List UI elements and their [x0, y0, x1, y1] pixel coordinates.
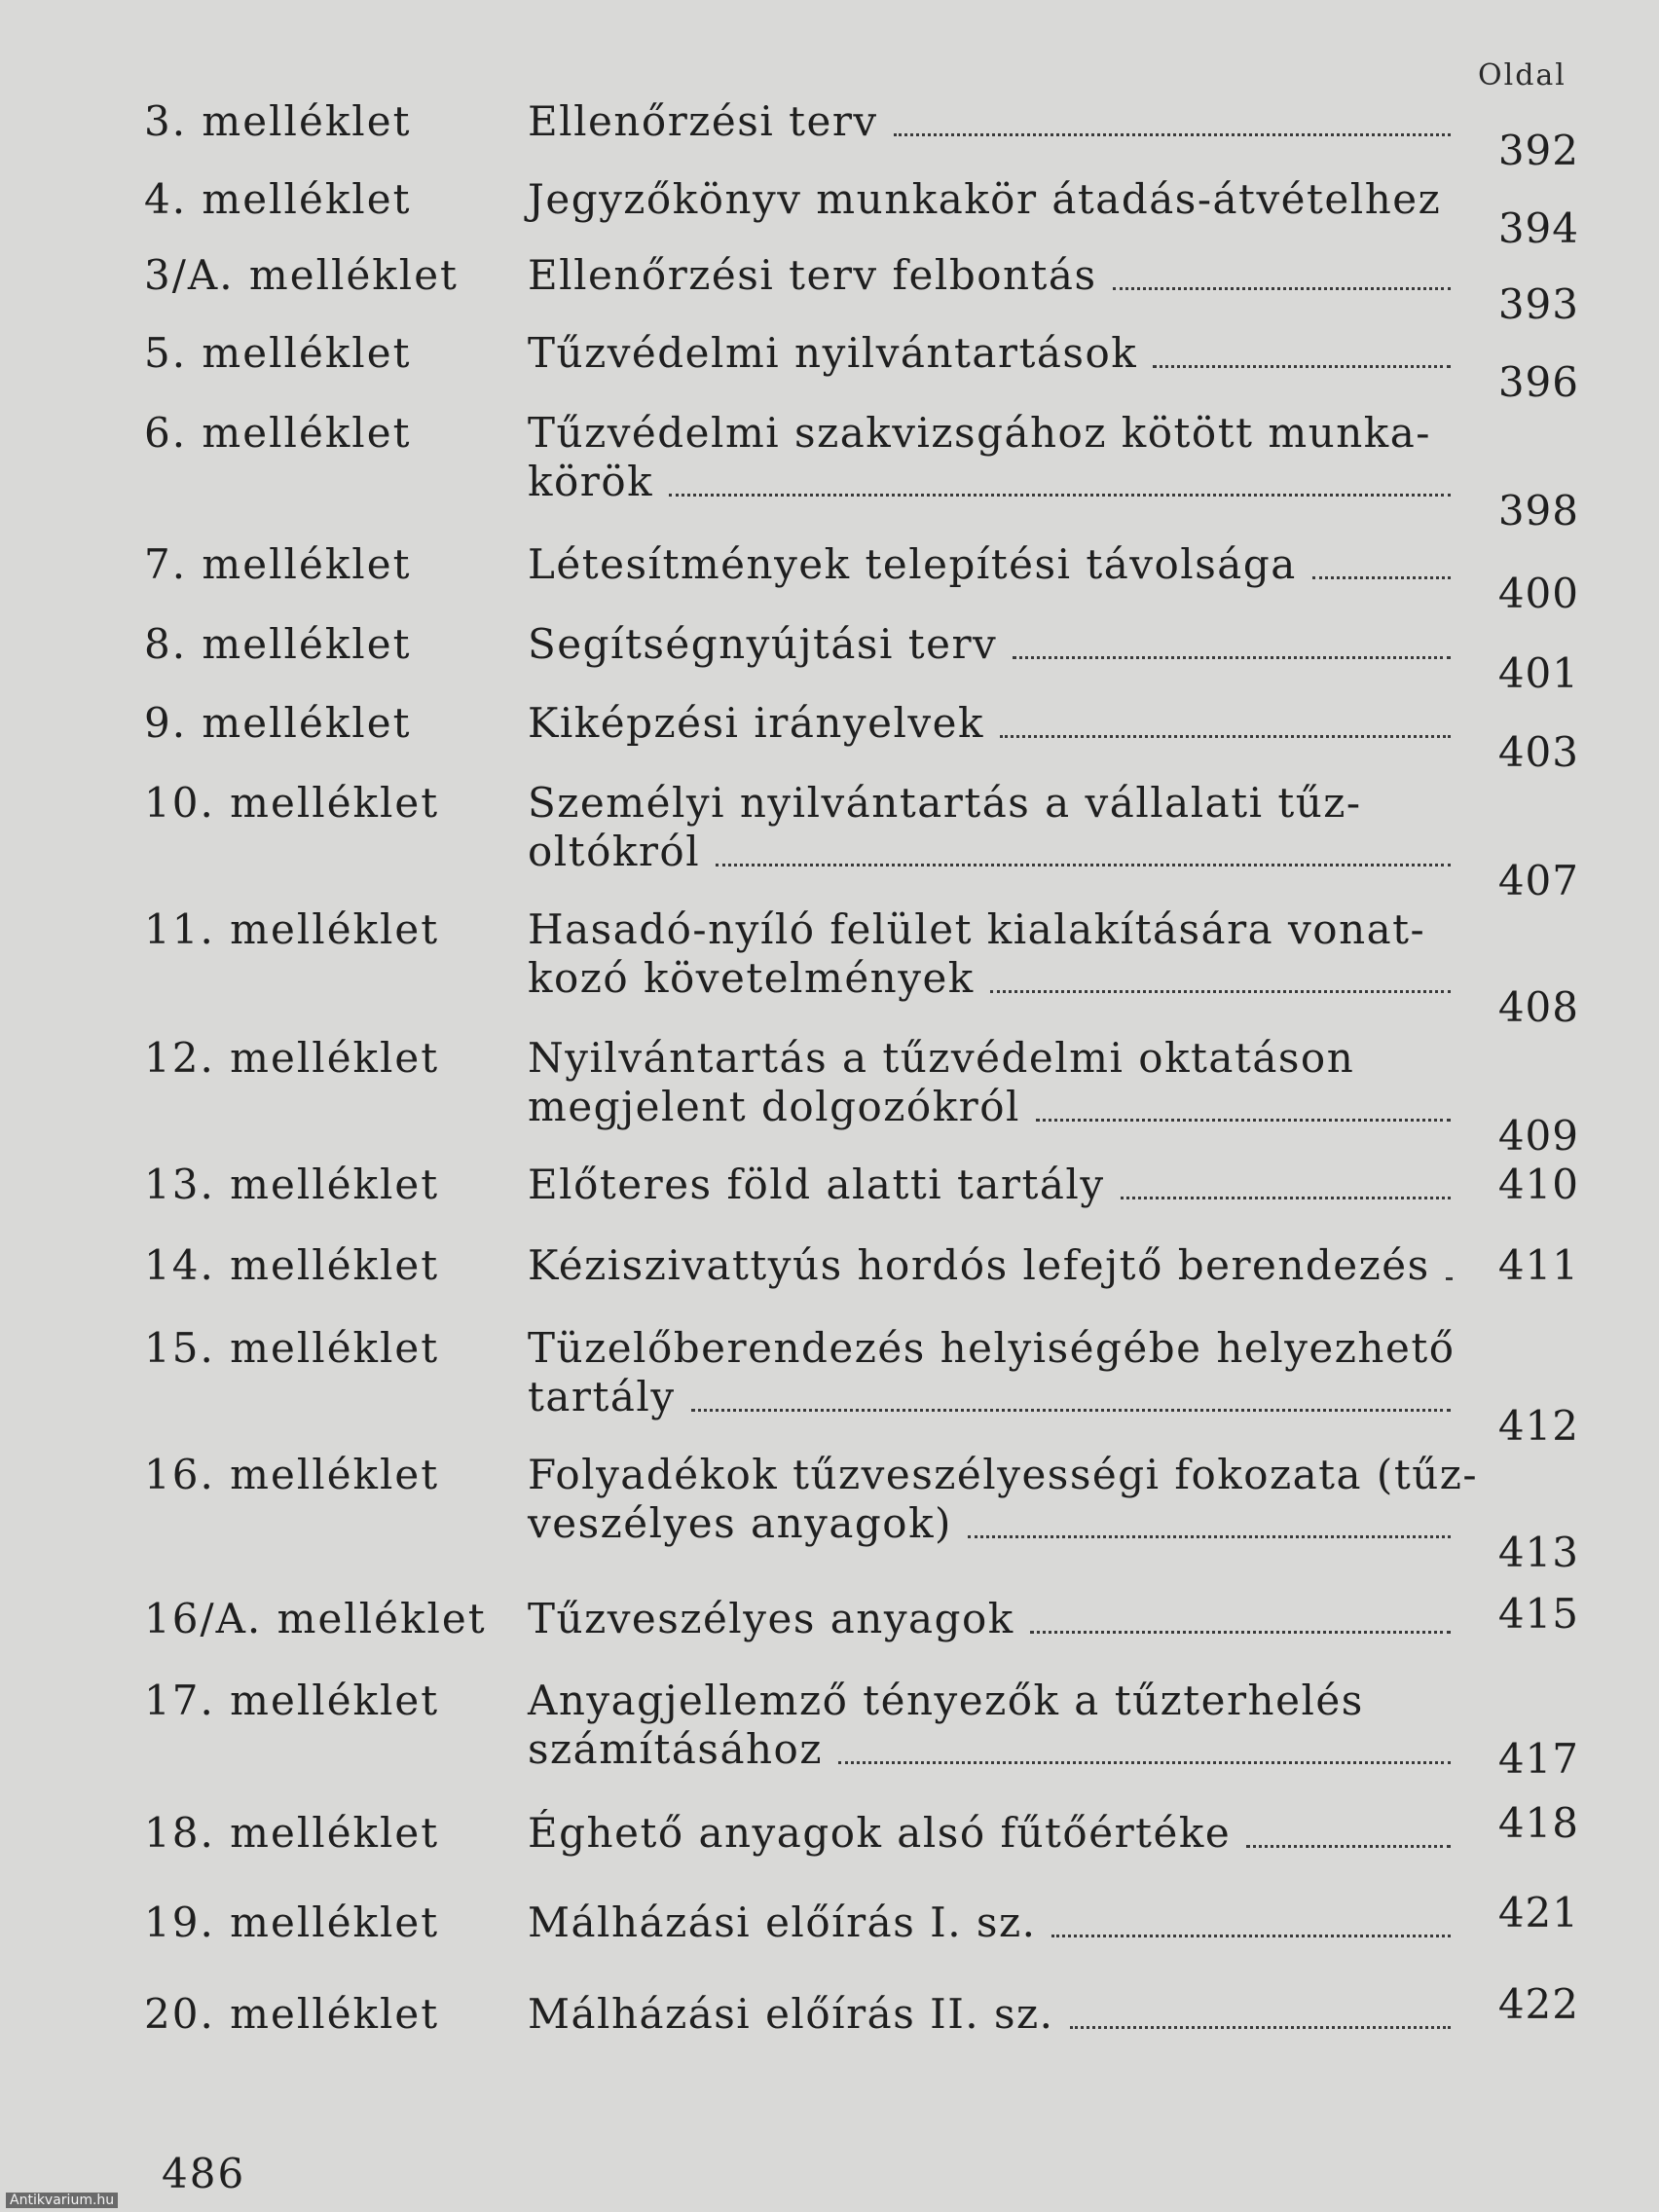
- watermark: Antikvarium.hu: [6, 2193, 118, 2208]
- entry-title-line: [528, 1034, 1458, 1083]
- entry-number: 16. melléklet: [144, 1451, 440, 1498]
- entry-page-number: 396: [1497, 358, 1579, 406]
- entry-title-line: [528, 620, 1458, 669]
- entry-title-line: [528, 1083, 1458, 1131]
- entry-title: [528, 1034, 1458, 1131]
- entry-title-line: [528, 779, 1458, 828]
- entry-number: 7. melléklet: [144, 540, 412, 588]
- entry-title: [528, 1677, 1458, 1774]
- entry-title-text: Jegyzőkönyv munkakör átadás-átvételhez: [528, 175, 1442, 223]
- entry-title-text: Folyadékok tűzveszélyességi fokozata (tűz-: [528, 1451, 1479, 1498]
- entry-title-text: Málházási előírás I. sz.: [528, 1899, 1037, 1946]
- page-number: 486: [162, 2150, 246, 2197]
- entry-title-line: [528, 1241, 1458, 1290]
- page-column-header: Oldal: [1478, 58, 1567, 92]
- entry-page-number: 408: [1497, 983, 1579, 1031]
- entry-title-line: [528, 1324, 1458, 1373]
- dot-leader: [669, 494, 1451, 497]
- entry-number: 18. melléklet: [144, 1809, 440, 1857]
- entry-title-line: [528, 699, 1458, 748]
- entry-number: 6. melléklet: [144, 409, 412, 457]
- entry-title-text: Anyagjellemző tényezők a tűzterhelés: [528, 1677, 1364, 1724]
- entry-title-line: [528, 1677, 1458, 1725]
- entry-title: [528, 1809, 1458, 1858]
- entry-title-text: Hasadó-nyíló felület kialakítására vonat-: [528, 905, 1426, 953]
- entry-title-line: [528, 540, 1458, 589]
- dot-leader: [1030, 1631, 1451, 1634]
- entry-number: 15. melléklet: [144, 1324, 440, 1372]
- entry-title: [528, 1324, 1458, 1421]
- entry-title: [528, 409, 1458, 506]
- entry-title-text: megjelent dolgozókról: [528, 1083, 1020, 1130]
- entry-title-text: Nyilvántartás a tűzvédelmi oktatáson: [528, 1034, 1355, 1082]
- entry-title: [528, 699, 1458, 748]
- dot-leader: [1312, 576, 1451, 579]
- dot-leader: [1121, 1197, 1451, 1199]
- entry-page-number: 421: [1497, 1889, 1579, 1936]
- dot-leader: [1013, 656, 1451, 659]
- dot-leader: [990, 990, 1451, 993]
- entry-number: 19. melléklet: [144, 1899, 440, 1946]
- entry-title: [528, 329, 1458, 378]
- entry-title-line: [528, 1595, 1458, 1643]
- entry-title: [528, 1451, 1479, 1548]
- entry-number: 16/A. melléklet: [144, 1595, 487, 1642]
- entry-page-number: 403: [1497, 728, 1579, 776]
- entry-title-text: Kéziszivattyús hordós lefejtő berendezés: [528, 1241, 1430, 1289]
- entry-title-text: Előteres föld alatti tartály: [528, 1161, 1105, 1208]
- entry-title-text: Ellenőrzési terv felbontás: [528, 251, 1097, 299]
- entry-page-number: 394: [1497, 204, 1579, 252]
- entry-title-text: körök: [528, 458, 654, 505]
- entry-title-text: Málházási előírás II. sz.: [528, 1990, 1054, 2038]
- entry-page-number: 418: [1497, 1799, 1579, 1847]
- entry-title-text: kozó követelmények: [528, 954, 975, 1002]
- entry-title-text: Személyi nyilvántartás a vállalati tűz-: [528, 779, 1362, 827]
- entry-number: 9. melléklet: [144, 699, 412, 747]
- entry-title-text: Tűzvédelmi szakvizsgához kötött munka-: [528, 409, 1431, 457]
- dot-leader: [1070, 2026, 1451, 2029]
- entry-title-text: Kiképzési irányelvek: [528, 699, 984, 747]
- entry-number: 11. melléklet: [144, 905, 440, 953]
- entry-page-number: 398: [1497, 487, 1579, 535]
- dot-leader: [894, 133, 1451, 136]
- entry-title-text: oltókról: [528, 828, 701, 875]
- entry-title-line: [528, 1373, 1458, 1421]
- entry-page-number: 409: [1497, 1112, 1579, 1160]
- entry-title-line: [528, 828, 1458, 876]
- dot-leader: [1036, 1119, 1451, 1122]
- entry-title-line: [528, 251, 1458, 300]
- entry-title: [528, 1241, 1458, 1290]
- entry-number: 17. melléklet: [144, 1677, 440, 1724]
- entry-title: [528, 97, 1458, 146]
- entry-title-line: [528, 1809, 1458, 1858]
- dot-leader: [1051, 1935, 1451, 1937]
- entry-title-line: [528, 409, 1458, 458]
- dot-leader: [1446, 1277, 1451, 1280]
- entry-title-text: Segítségnyújtási terv: [528, 620, 998, 668]
- entry-page-number: 413: [1497, 1529, 1579, 1576]
- entry-page-number: 417: [1497, 1735, 1579, 1783]
- entry-title-line: [528, 954, 1458, 1003]
- dot-leader: [1153, 365, 1451, 368]
- entry-page-number: 411: [1497, 1241, 1579, 1289]
- entry-page-number: 407: [1497, 857, 1579, 904]
- entry-title-text: Éghető anyagok alsó fűtőértéke: [528, 1809, 1232, 1857]
- entry-title-line: [528, 1161, 1458, 1209]
- entry-title-line: [528, 1499, 1458, 1548]
- entry-title-text: számításához: [528, 1725, 823, 1773]
- entry-page-number: 422: [1497, 1980, 1579, 2028]
- entry-number: 12. melléklet: [144, 1034, 440, 1082]
- dot-leader: [968, 1535, 1451, 1538]
- dot-leader: [716, 864, 1451, 866]
- entry-title-text: Tüzelőberendezés helyiségébe helyezhető: [528, 1324, 1456, 1372]
- entry-page-number: 392: [1497, 127, 1579, 174]
- entry-title-line: [528, 97, 1458, 146]
- entry-title-text: Tűzvédelmi nyilvántartások: [528, 329, 1138, 377]
- entry-number: 14. melléklet: [144, 1241, 440, 1289]
- entry-title-line: [528, 458, 1458, 506]
- entry-title: [528, 779, 1458, 876]
- entry-number: 10. melléklet: [144, 779, 440, 827]
- entry-title: [528, 620, 1458, 669]
- entry-title-text: veszélyes anyagok): [528, 1499, 952, 1547]
- entry-title-line: [528, 905, 1458, 954]
- entry-title: [528, 1899, 1458, 1947]
- entry-number: 8. melléklet: [144, 620, 412, 668]
- dot-leader: [838, 1761, 1451, 1764]
- entry-title: [528, 1161, 1458, 1209]
- entry-page-number: 412: [1497, 1402, 1579, 1450]
- entry-number: 3. melléklet: [144, 97, 412, 145]
- entry-page-number: 410: [1497, 1161, 1579, 1208]
- entry-page-number: 393: [1497, 280, 1579, 328]
- entry-title-text: Tűzveszélyes anyagok: [528, 1595, 1014, 1642]
- entry-title: [528, 175, 1458, 224]
- entry-title: [528, 905, 1458, 1003]
- entry-title: [528, 251, 1458, 300]
- entry-number: 20. melléklet: [144, 1990, 440, 2038]
- entry-title-line: [528, 1899, 1458, 1947]
- entry-number: 3/A. melléklet: [144, 251, 459, 299]
- entry-title: [528, 540, 1458, 589]
- dot-leader: [1000, 735, 1451, 738]
- entry-page-number: 401: [1497, 649, 1579, 697]
- entry-number: 4. melléklet: [144, 175, 412, 223]
- entry-number: 13. melléklet: [144, 1161, 440, 1208]
- dot-leader: [691, 1409, 1451, 1412]
- entry-page-number: 415: [1497, 1590, 1579, 1638]
- entry-number: 5. melléklet: [144, 329, 412, 377]
- entry-title-text: Ellenőrzési terv: [528, 97, 878, 145]
- entry-title-line: [528, 1725, 1458, 1774]
- entry-title-line: [528, 1451, 1479, 1499]
- entry-title: [528, 1595, 1458, 1643]
- dot-leader: [1113, 287, 1451, 290]
- entry-title-line: [528, 329, 1458, 378]
- entry-title: [528, 1990, 1458, 2039]
- entry-title-line: [528, 175, 1458, 224]
- entry-title-text: tartály: [528, 1373, 676, 1420]
- entry-page-number: 400: [1497, 570, 1579, 617]
- entry-title-line: [528, 1990, 1458, 2039]
- entry-title-text: Létesítmények telepítési távolsága: [528, 540, 1297, 588]
- dot-leader: [1246, 1845, 1451, 1848]
